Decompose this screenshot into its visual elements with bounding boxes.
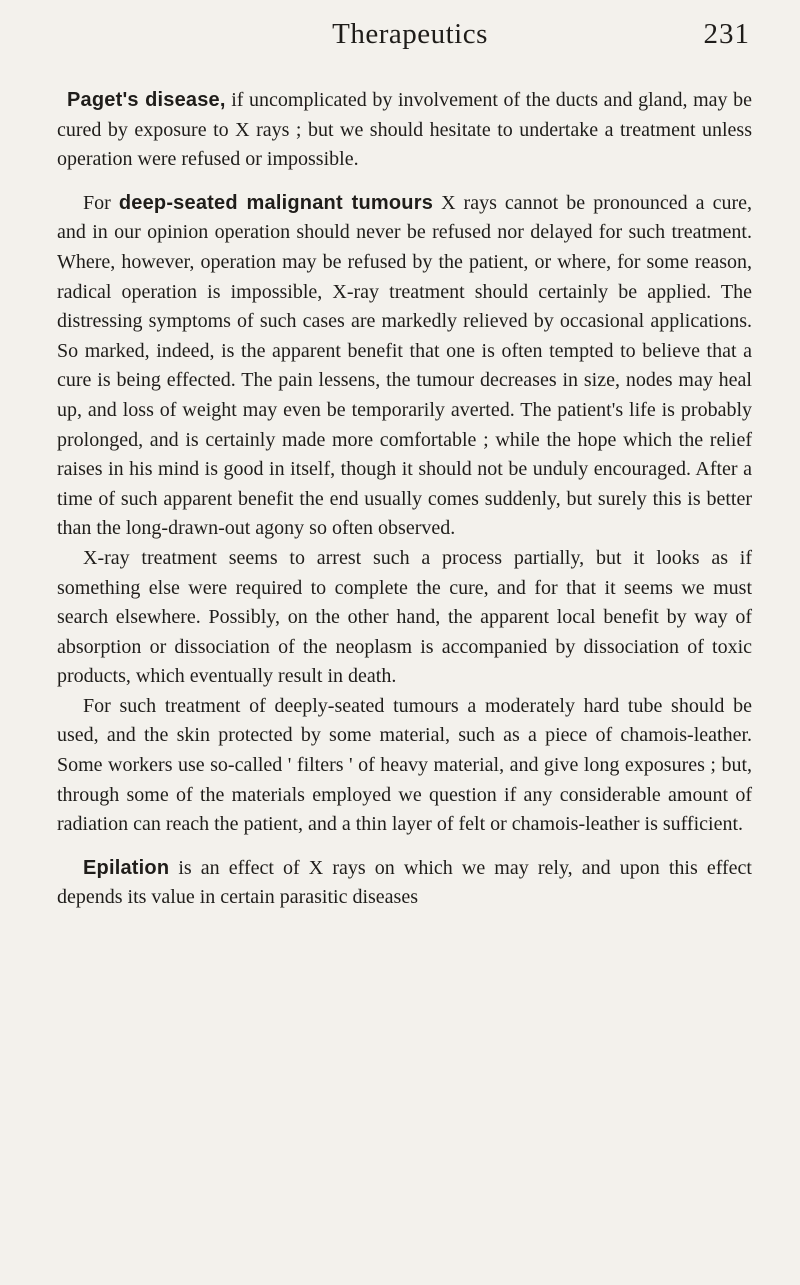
paragraph-xray-treatment: [57, 544, 752, 692]
running-title: Therapeutics: [332, 18, 488, 50]
paragraph-pagets-disease: [57, 86, 752, 175]
paragraph-text: is an effect of X rays on which we may rely, and upon this effect depends its value in certain parasitic diseases: [57, 856, 752, 909]
paragraph-lead: deep-seated malignant tumours: [118, 191, 434, 214]
paragraph-prefix: For: [83, 191, 119, 214]
paragraph-tube-and-filters: [57, 692, 752, 840]
paragraph-text: For such treatment of deeply-seated tumours a moderately hard tube should be used, and the skin protected by some material, such as a piece of chamois-leather. Some workers use so-called ' filters ' of heavy material, and give long exposures ; but, through some of the materials employed we question if any considerable amount of radiation can reach the patient, and a thin layer of felt or chamois-leather is sufficient.: [57, 694, 752, 836]
body-text: [57, 86, 752, 913]
paragraph-epilation: [57, 854, 752, 913]
paragraph-lead: Paget's disease,: [67, 89, 226, 111]
page-number: 231: [703, 18, 750, 50]
paragraph-text: X-ray treatment seems to arrest such a process partially, but it looks as if something else were required to complete the cure, and for that it seems we must search elsewhere. Possibly, on the other hand, the apparent local benefit by way of absorption or dissociation of the neoplasm is accompanied by dissociation of toxic products, which eventually result in death.: [57, 546, 752, 688]
running-head: [60, 18, 760, 58]
paragraph-lead: Epilation: [83, 856, 170, 879]
paragraph-text: if uncomplicated by involvement of the ducts and gland, may be cured by exposure to X rays ; but we should hesitate to undertake a treatment unless operation were refused or impossible.: [57, 89, 752, 171]
paragraph-deep-seated-tumours: [57, 189, 752, 544]
paragraph-text: X rays cannot be pronounced a cure, and in our opinion operation should never be refused nor delayed for such treatment. Where, however, operation may be refused by the patient, or where, for some reason, radical operation is impossible, X-ray treatment should certainly be applied. The distressing symptoms of such cases are markedly relieved by occasional applications. So marked, indeed, is the apparent benefit that one is often tempted to believe that a cure is being effected. The pain lessens, the tumour decreases in size, nodes may heal up, and loss of weight may even be temporarily averted. The patient's life is probably prolonged, and is certainly made more comfortable ; while the hope which the relief raises in his mind is good in itself, though it should not be unduly encouraged. After a time of such apparent benefit the end usually comes suddenly, but surely this is better than the long-drawn-out agony so often observed.: [57, 191, 752, 540]
